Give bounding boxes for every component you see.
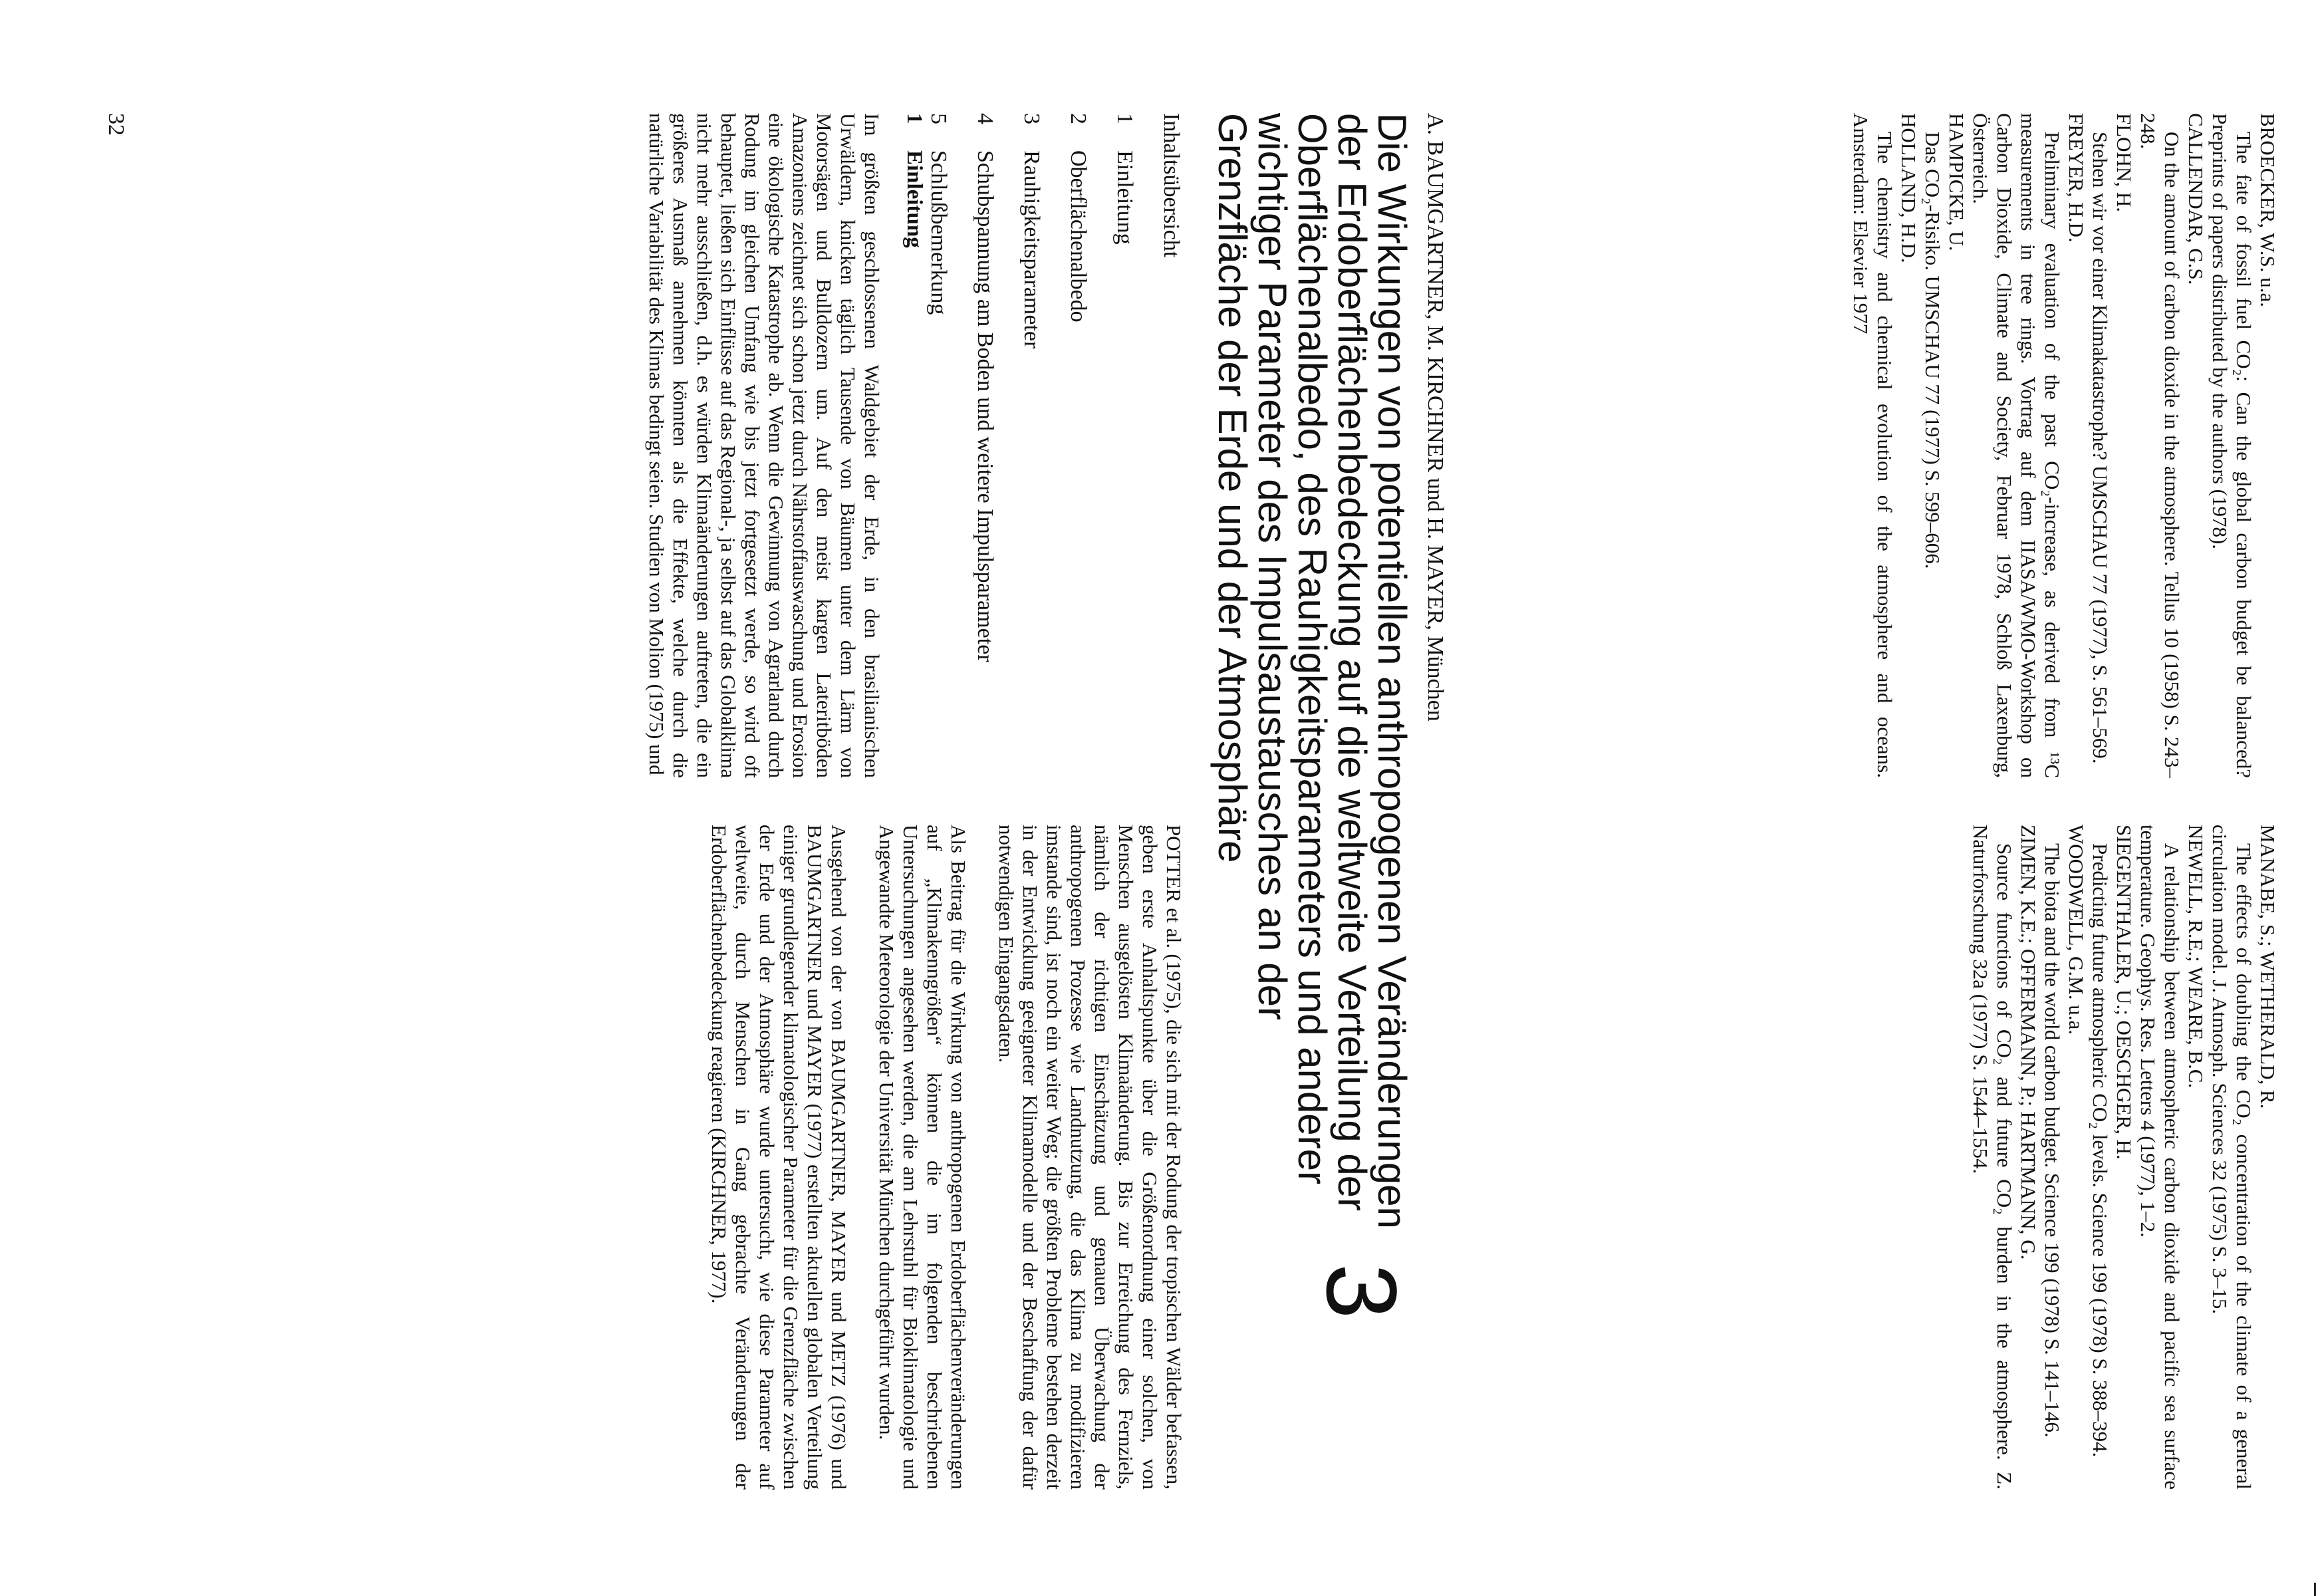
reference-author: FLOHN, H. — [2113, 113, 2136, 212]
reference-text: Preliminary evaluation of the past CO₂-increase, as derived from ¹³C measurements in tree rings. Vortrag auf dem IIASA/WMO-Workshop on Carbon Dioxide, Climate and Society, Februar 1978, Schloß Laxenburg, Österreich. — [1969, 113, 2064, 778]
reference-text: Stehen wir vor einer Klimakatastrophe? UMSCHAU 77 (1977), S. 561–569. — [2089, 132, 2112, 764]
reference-entry — [1968, 825, 2040, 1490]
toc-item-number: 3 — [1019, 113, 1044, 124]
reference-entry — [2040, 825, 2088, 1490]
section-heading — [902, 113, 926, 778]
table-of-contents — [906, 113, 1186, 778]
body-paragraph: Im größten geschlossenen Waldgebiet der Erde, in den brasilianischen Urwäldern, knicken täglich Tausende von Bäumen unter dem Lärm von Motorsägen und Bulldozern um. Auf den meist kargen Lateritböden Amazoniens zeichnet sich schon jetzt durch Nährstoffauswaschung und Erosion eine ökologische Katastrophe ab. Wenn die Gewinnung von Agrarland durch Rodung im gleichen Umfang wie bis jetzt fortgesetzt werde, so wird oft behauptet, ließen sich Einflüsse auf das Regional-, ja selbst auf das Globalklima nicht mehr ausschließen, d.h. es würden Klimaänderungen auftreten, die ein größeres Ausmaß annehmen könnten als die Effekte, welche durch die natürliche Variabilität des Klimas bedingt seien. Studien von Molion (1975) und — [645, 113, 884, 778]
reference-author: FREYER, H.D. — [2065, 113, 2088, 243]
toc-item-label: Einleitung — [1112, 150, 1137, 245]
toc-item-number: 2 — [1066, 113, 1091, 124]
reference-author: SIEGENTHALER, U.; OESCHGER, H. — [2113, 825, 2136, 1160]
toc-item-number: 4 — [973, 113, 997, 124]
body-paragraph: POTTER et al. (1975), die sich mit der Rodung der tropischen Wälder befassen, geben erste Anhaltspunkte über die Größenordnung einer solchen, von Menschen ausgelösten Klimaänderung. Bis zur Erreichung des Fernziels, nämlich der richtigen Einschätzung und genauen Überwachung der anthropogenen Prozesse wie Landnutzung, die das Klima zu modifizieren imstande sind, ist noch ein weiter Weg; die größten Probleme bestehen derzeit in der Entwicklung geeigneter Klimamodelle und der Beschaffung der dafür notwendigen Eingangsdaten. — [995, 825, 1186, 1490]
toc-item-label: Schlußbemerkung — [926, 150, 951, 315]
reference-author: HAMPICKE, U. — [1945, 113, 1968, 251]
body-paragraph: Als Beitrag für die Wirkung von anthropogenen Erdoberflächenveränderungen auf „Klimakenngrößen“ können die im folgenden beschriebenen Untersuchungen angesehen werden, die am Lehrstuhl für Bioklimatologie und Angewandte Meteorologie der Universität München durchgeführt wurden. — [875, 825, 970, 1490]
toc-item-label: Rauhigkeitsparameter — [1019, 150, 1044, 349]
reference-text: Das CO₂-Risiko. UMSCHAU 77 (1977) S. 599–606. — [1921, 132, 1944, 569]
reference-entry — [2136, 825, 2208, 1490]
references-right-column — [1968, 825, 2279, 1490]
reference-author: BROECKER, W.S. u.a. — [2256, 113, 2279, 307]
reference-entry — [1920, 113, 1968, 778]
reference-entry — [2208, 825, 2279, 1490]
reference-author: WOODWELL, G.M. u.a. — [2065, 825, 2088, 1035]
toc-item-label: Oberflächenalbedo — [1066, 150, 1091, 323]
reference-author: HOLLAND, H.D. — [1897, 113, 1920, 263]
toc-item — [1017, 113, 1046, 778]
toc-item — [1063, 113, 1093, 778]
section-number: 1 — [902, 113, 926, 124]
references-left-column — [1849, 113, 2279, 778]
reference-text: Predicting future atmospheric CO₂ levels. Science 199 (1978) S. 388–394. — [2089, 843, 2112, 1458]
reference-entry — [2136, 113, 2208, 778]
page-number: 32 — [104, 113, 128, 136]
reference-author: CALLENDAR, G.S. — [2184, 113, 2208, 285]
toc-item-number: 5 — [926, 113, 951, 124]
toc-heading: Inhaltsübersicht — [1159, 113, 1184, 258]
reference-text: On the amount of carbon dioxide in the atmosphere. Tellus 10 (1958) S. 243–248. — [2136, 113, 2184, 778]
toc-item — [1110, 113, 1139, 778]
body-right-column — [683, 825, 1186, 1490]
toc-item-number: 1 — [1112, 113, 1137, 124]
toc-item — [970, 113, 999, 778]
chapter-number: 3 — [1306, 1264, 1418, 1319]
reference-text: The chemistry and chemical evolution of the atmosphere and oceans. Amsterdam: Elsevier 1977 — [1849, 113, 1896, 778]
reference-entry — [1968, 113, 2088, 778]
body-paragraph: Ausgehend von der von BAUMGARTNER, MAYER und METZ (1976) und BAUMGARTNER und MAYER (1977) erstellten aktuellen globalen Verteilung einiger grundlegender klimatologischer Parameter für die Grenzfläche zwischen der Erde und der Atmosphäre wurde untersucht, wie diese Parameter auf weltweite, durch Menschen in Gang gebrachte Veränderungen der Erdoberflächenbedeckung reagieren (KIRCHNER, 1977). — [708, 825, 850, 1490]
toc-item — [924, 113, 953, 778]
reference-author: ZIMEN, K.E.; OFFERMANN, P.; HARTMANN, G. — [2017, 825, 2040, 1260]
reference-author: MANABE, S.; WETHERALD, R. — [2256, 825, 2279, 1109]
reference-entry — [2088, 825, 2136, 1490]
toc-item-label: Schubspannung am Boden und weitere Impulsparameter — [973, 150, 997, 662]
reference-entry — [2208, 113, 2279, 778]
reference-text: A relationship between atmospheric carbon dioxide and pacific sea surface temperature. Geophys. Res. Letters 4 (1977), 1–2. — [2136, 825, 2184, 1490]
reference-text: The fate of fossil fuel CO₂: Can the global carbon budget be balanced? Preprints of papers distributed by the authors (1978). — [2208, 113, 2255, 778]
reference-text: Source functions of CO₂ and future CO₂ burden in the atmosphere. Z. Naturforschung 32a (1977) S. 1544–1554. — [1969, 825, 2016, 1490]
reference-entry — [2088, 113, 2136, 778]
chapter-byline: A. BAUMGARTNER, M. KIRCHNER und H. MAYER, München — [1423, 113, 1448, 722]
body-left-column — [620, 113, 926, 778]
section-title: Einleitung — [902, 150, 926, 248]
reference-author: NEWELL, R.E.; WEARE, B.C. — [2184, 825, 2208, 1089]
chapter-title: Die Wirkungen von potentiellen anthropogenen Veränderungen der Erdoberflächenbedeckung auf die weltweite Verteilung der Oberflächenalbedo, des Rauhigkeitsparameters und anderer wichtiger Parameter des Impulsaustausches an der Grenzfläche der Erde und der Atmosphäre — [1210, 113, 1414, 1229]
reference-entry — [1849, 113, 1920, 778]
reference-text: The effects of doubling the CO₂ concentration of the climate of a general circulation model. J. Atmosph. Sciences 32 (1975) S. 3–15. — [2208, 825, 2255, 1490]
reference-text: The biota and the world carbon budget. Science 199 (1978) S. 141–146. — [2041, 843, 2064, 1438]
